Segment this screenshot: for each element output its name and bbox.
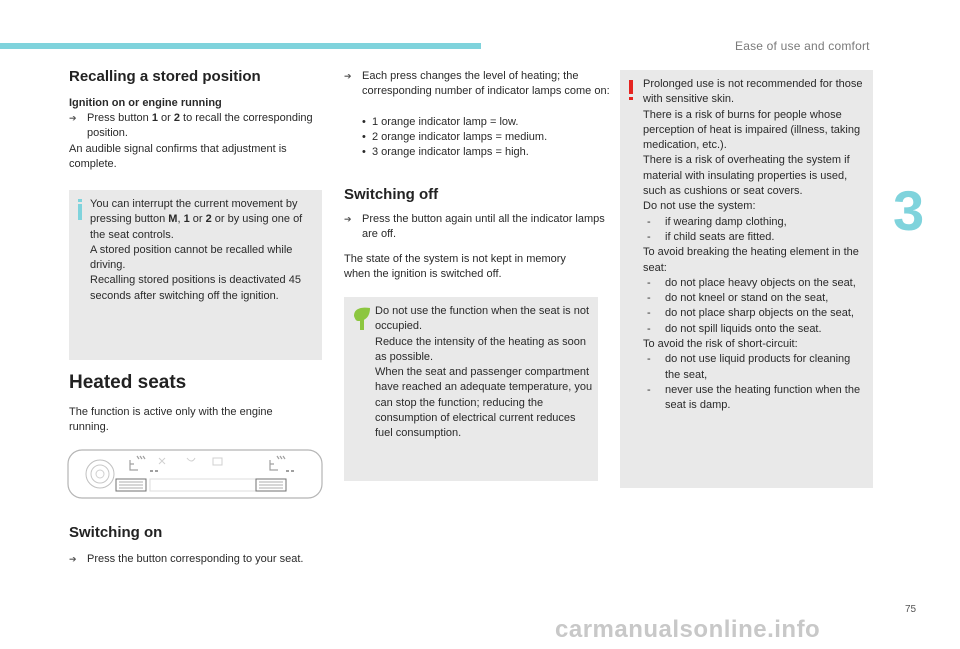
warning-dash-item: - do not use liquid products for cleaning the seat, — [647, 353, 851, 381]
section-title: Ease of use and comfort — [735, 39, 870, 53]
watermark: carmanualsonline.info — [555, 616, 821, 643]
eco-line: Reduce the intensity of the heating as soon as possible. — [375, 335, 586, 363]
press-text: ➔ Each press changes the level of heating; the corresponding number of indicator lamps come on: — [344, 70, 610, 98]
eco-line: Do not use the function when the seat is not occupied. — [375, 305, 590, 333]
switching-off-note: The state of the system is not kept in memory when the ignition is switched off. — [344, 253, 566, 281]
level-low: • 1 orange indicator lamp = low. — [362, 116, 519, 128]
switching-on-title: Switching on — [69, 524, 163, 541]
arrow-bullet-icon: ➔ — [69, 554, 77, 564]
switching-off-step: ➔ Press the button again until all the indicator lamps are off. — [344, 213, 605, 241]
warning-dash-item: - do not place sharp objects on the seat, — [647, 307, 854, 320]
arrow-bullet-icon: ➔ — [69, 113, 77, 123]
warning-dash-item: - if child seats are fitted. — [647, 230, 775, 243]
level-high: • 3 orange indicator lamps = high. — [362, 146, 529, 158]
heated-seats-title: Heated seats — [69, 372, 187, 393]
info-icon — [78, 204, 82, 220]
recall-title: Recalling a stored position — [69, 68, 261, 85]
info-text: You can interrupt the current movement by pressing button M, 1 or 2 or by using one of the seat controls. A stored position cannot be recalled while driving. Recalling stored positions is deactivated 45 seconds after switching off the ignition. — [90, 197, 312, 304]
info-line: A stored position cannot be recalled while driving. — [90, 243, 293, 272]
warning-dash-item: - do not place heavy objects on the seat, — [647, 276, 856, 289]
warning-dash-item: - do not spill liquids onto the seat. — [647, 322, 822, 335]
warning-icon — [629, 80, 633, 94]
warning-line: To avoid breaking the heating element in the seat: — [643, 246, 859, 274]
chapter-number: 3 — [893, 179, 925, 242]
warning-dash-item: - never use the heating function when the seat is damp. — [647, 383, 861, 412]
warning-line: There is a risk of overheating the system if material with insulating properties is used, such as cushions or seat covers. — [643, 154, 850, 198]
eco-text — [375, 304, 593, 442]
warning-dash-item: - do not kneel or stand on the seat, — [647, 292, 829, 305]
warning-line: Prolonged use is not recommended for those with sensitive skin. — [643, 78, 863, 106]
heated-intro: The function is active only with the engine running. — [69, 406, 273, 434]
warning-dash-item: - if wearing damp clothing, — [647, 215, 787, 228]
header-accent-bar — [0, 43, 481, 49]
eco-leaf-icon — [352, 306, 372, 330]
arrow-bullet-icon: ➔ — [344, 71, 352, 81]
switching-off-title: Switching off — [344, 186, 439, 203]
warning-text — [643, 77, 865, 414]
warning-line: Do not use the system: — [643, 200, 756, 213]
switching-on-step: ➔ Press the button corresponding to your seat. — [69, 552, 332, 567]
level-medium: • 2 orange indicator lamps = medium. — [362, 131, 548, 143]
recall-subtitle: Ignition on or engine running — [69, 97, 222, 109]
page-number: 75 — [905, 604, 917, 615]
warning-line: To avoid the risk of short-circuit: — [643, 338, 798, 351]
arrow-bullet-icon: ➔ — [344, 214, 352, 224]
eco-line: When the seat and passenger compartment have reached an adequate temperature, you can stop the function; reducing the consumption of electrical current reduces fuel consumption. — [375, 366, 593, 440]
warning-line: There is a risk of burns for people whose perception of heat is impaired (illness, taking medication, etc.). — [643, 108, 861, 152]
recall-step: ➔ Press button 1 or 2 to recall the corresponding position. — [69, 112, 313, 140]
info-line: Recalling stored positions is deactivated 45 seconds after switching off the ignition. — [90, 274, 301, 302]
recall-note: An audible signal confirms that adjustment is complete. — [69, 143, 287, 171]
heating-control-illustration — [66, 446, 324, 502]
